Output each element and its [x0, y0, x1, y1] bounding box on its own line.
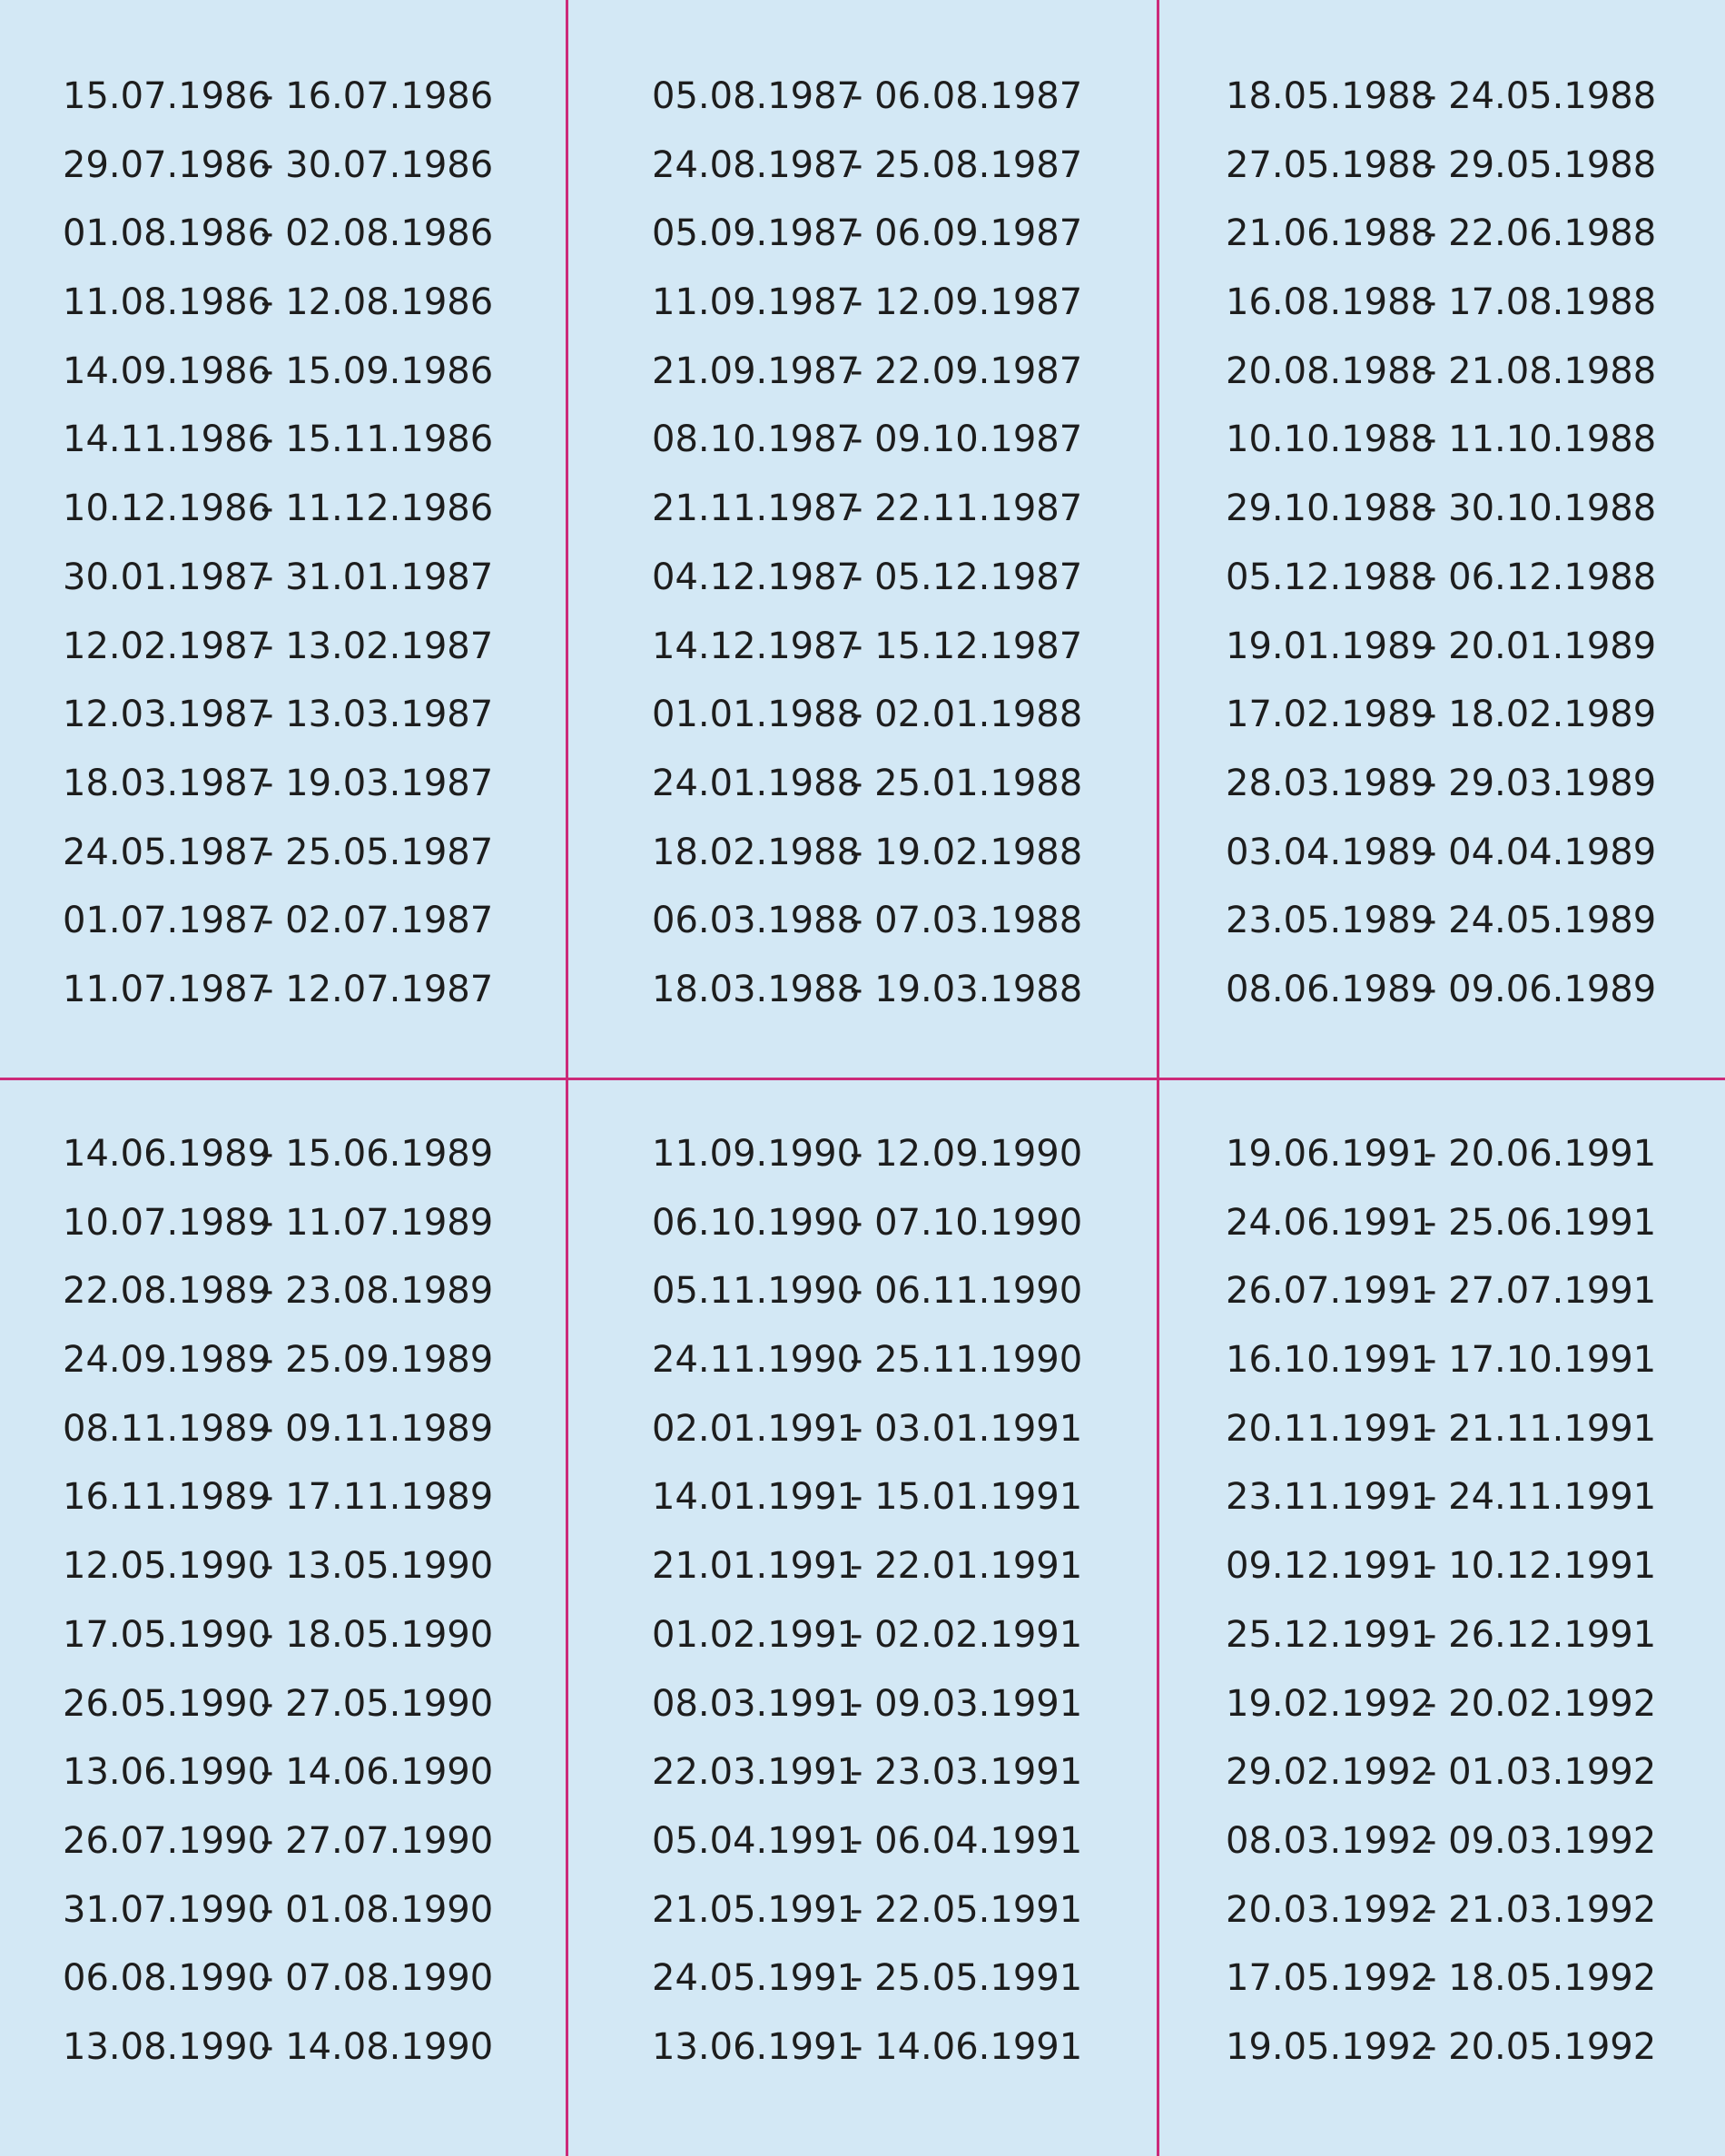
end-date: - 12.07.1987	[261, 968, 494, 1010]
end-date: - 06.04.1991	[850, 1819, 1083, 1862]
end-date: - 07.03.1988	[850, 900, 1083, 942]
start-date: 24.09.1989	[63, 1339, 271, 1382]
start-date: 02.01.1991	[652, 1407, 861, 1450]
end-date: - 01.03.1992	[1424, 1751, 1657, 1794]
start-date: 19.05.1992	[1226, 2025, 1434, 2068]
start-date: 30.01.1987	[63, 556, 271, 598]
start-date: 01.01.1988	[652, 694, 861, 736]
start-date: 24.01.1988	[652, 762, 861, 804]
start-date: 24.05.1987	[63, 831, 271, 873]
end-date: - 23.03.1991	[850, 1751, 1083, 1794]
end-date: - 06.11.1990	[850, 1270, 1083, 1313]
start-date: 05.12.1988	[1226, 556, 1434, 598]
start-date: 11.09.1987	[652, 281, 861, 324]
end-date: - 19.03.1988	[850, 968, 1083, 1010]
end-date: - 20.06.1991	[1424, 1133, 1657, 1175]
start-date: 11.09.1990	[652, 1133, 861, 1175]
end-date: - 15.09.1986	[261, 349, 494, 392]
start-date: 05.08.1987	[652, 75, 861, 117]
end-date: - 09.10.1987	[850, 418, 1083, 461]
end-date: - 22.01.1991	[850, 1545, 1083, 1588]
start-date: 21.06.1988	[1226, 212, 1434, 255]
end-date: - 07.10.1990	[850, 1201, 1083, 1244]
end-date: - 15.01.1991	[850, 1476, 1083, 1519]
start-date: 24.05.1991	[652, 1957, 861, 2000]
start-date: 08.03.1991	[652, 1682, 861, 1725]
start-date: 18.03.1987	[63, 762, 271, 804]
start-date: 19.06.1991	[1226, 1133, 1434, 1175]
end-date: - 24.05.1988	[1424, 75, 1657, 117]
end-date: - 18.02.1989	[1424, 694, 1657, 736]
start-date: 26.07.1991	[1226, 1270, 1434, 1313]
start-date: 13.06.1991	[652, 2025, 861, 2068]
end-date: - 17.10.1991	[1424, 1339, 1657, 1382]
end-date: - 09.03.1991	[850, 1682, 1083, 1725]
start-date: 21.09.1987	[652, 349, 861, 392]
start-date: 24.08.1987	[652, 143, 861, 186]
end-date: - 21.11.1991	[1424, 1407, 1657, 1450]
start-date: 25.12.1991	[1226, 1613, 1434, 1656]
start-date: 06.10.1990	[652, 1201, 861, 1244]
start-date: 05.04.1991	[652, 1819, 861, 1862]
end-date: - 21.03.1992	[1424, 1888, 1657, 1931]
start-date: 14.12.1987	[652, 625, 861, 667]
start-date: 27.05.1988	[1226, 143, 1434, 186]
start-date: 01.07.1987	[63, 900, 271, 942]
end-date: - 09.03.1992	[1424, 1819, 1657, 1862]
start-date: 19.02.1992	[1226, 1682, 1434, 1725]
end-date: - 20.02.1992	[1424, 1682, 1657, 1725]
end-date: - 24.11.1991	[1424, 1476, 1657, 1519]
end-date: - 09.11.1989	[261, 1407, 494, 1450]
end-date: - 11.12.1986	[261, 487, 494, 530]
end-date: - 31.01.1987	[261, 556, 494, 598]
end-date: - 01.08.1990	[261, 1888, 494, 1931]
start-date: 14.11.1986	[63, 418, 271, 461]
end-date: - 27.07.1990	[261, 1819, 494, 1862]
end-date: - 29.05.1988	[1424, 143, 1657, 186]
end-date: - 02.02.1991	[850, 1613, 1083, 1656]
end-date: - 30.07.1986	[261, 143, 494, 186]
start-date: 01.02.1991	[652, 1613, 861, 1656]
start-date: 31.07.1990	[63, 1888, 271, 1931]
end-date: - 05.12.1987	[850, 556, 1083, 598]
end-date: - 22.11.1987	[850, 487, 1083, 530]
end-date: - 02.07.1987	[261, 900, 494, 942]
end-date: - 12.09.1987	[850, 281, 1083, 324]
start-date: 10.07.1989	[63, 1201, 271, 1244]
end-date: - 18.05.1990	[261, 1613, 494, 1656]
end-date: - 29.03.1989	[1424, 762, 1657, 804]
end-date: - 07.08.1990	[261, 1957, 494, 2000]
end-date: - 04.04.1989	[1424, 831, 1657, 873]
start-date: 12.02.1987	[63, 625, 271, 667]
start-date: 23.11.1991	[1226, 1476, 1434, 1519]
start-date: 05.11.1990	[652, 1270, 861, 1313]
start-date: 28.03.1989	[1226, 762, 1434, 804]
start-date: 05.09.1987	[652, 212, 861, 255]
end-date: - 19.02.1988	[850, 831, 1083, 873]
start-date: 20.03.1992	[1226, 1888, 1434, 1931]
start-date: 14.06.1989	[63, 1133, 271, 1175]
end-date: - 06.12.1988	[1424, 556, 1657, 598]
start-date: 22.03.1991	[652, 1751, 861, 1794]
start-date: 29.02.1992	[1226, 1751, 1434, 1794]
end-date: - 21.08.1988	[1424, 349, 1657, 392]
start-date: 26.05.1990	[63, 1682, 271, 1725]
end-date: - 27.05.1990	[261, 1682, 494, 1725]
start-date: 15.07.1986	[63, 75, 271, 117]
end-date: - 13.03.1987	[261, 694, 494, 736]
row-divider	[0, 1078, 1725, 1080]
end-date: - 09.06.1989	[1424, 968, 1657, 1010]
end-date: - 22.06.1988	[1424, 212, 1657, 255]
start-date: 16.10.1991	[1226, 1339, 1434, 1382]
start-date: 11.08.1986	[63, 281, 271, 324]
end-date: - 25.06.1991	[1424, 1201, 1657, 1244]
start-date: 19.01.1989	[1226, 625, 1434, 667]
start-date: 22.08.1989	[63, 1270, 271, 1313]
end-date: - 02.01.1988	[850, 694, 1083, 736]
start-date: 08.03.1992	[1226, 1819, 1434, 1862]
end-date: - 25.09.1989	[261, 1339, 494, 1382]
end-date: - 13.05.1990	[261, 1545, 494, 1588]
start-date: 16.11.1989	[63, 1476, 271, 1519]
start-date: 06.08.1990	[63, 1957, 271, 2000]
start-date: 17.05.1992	[1226, 1957, 1434, 2000]
end-date: - 25.05.1987	[261, 831, 494, 873]
end-date: - 18.05.1992	[1424, 1957, 1657, 2000]
start-date: 21.11.1987	[652, 487, 861, 530]
start-date: 12.03.1987	[63, 694, 271, 736]
end-date: - 20.01.1989	[1424, 625, 1657, 667]
start-date: 21.05.1991	[652, 1888, 861, 1931]
end-date: - 27.07.1991	[1424, 1270, 1657, 1313]
end-date: - 24.05.1989	[1424, 900, 1657, 942]
end-date: - 12.08.1986	[261, 281, 494, 324]
start-date: 20.11.1991	[1226, 1407, 1434, 1450]
end-date: - 17.08.1988	[1424, 281, 1657, 324]
start-date: 23.05.1989	[1226, 900, 1434, 942]
end-date: - 22.09.1987	[850, 349, 1083, 392]
end-date: - 25.01.1988	[850, 762, 1083, 804]
start-date: 09.12.1991	[1226, 1545, 1434, 1588]
end-date: - 15.11.1986	[261, 418, 494, 461]
end-date: - 14.08.1990	[261, 2025, 494, 2068]
start-date: 14.01.1991	[652, 1476, 861, 1519]
start-date: 24.11.1990	[652, 1339, 861, 1382]
start-date: 17.05.1990	[63, 1613, 271, 1656]
start-date: 08.10.1987	[652, 418, 861, 461]
end-date: - 11.07.1989	[261, 1201, 494, 1244]
start-date: 12.05.1990	[63, 1545, 271, 1588]
end-date: - 11.10.1988	[1424, 418, 1657, 461]
end-date: - 25.11.1990	[850, 1339, 1083, 1382]
end-date: - 15.06.1989	[261, 1133, 494, 1175]
start-date: 20.08.1988	[1226, 349, 1434, 392]
end-date: - 20.05.1992	[1424, 2025, 1657, 2068]
start-date: 13.08.1990	[63, 2025, 271, 2068]
start-date: 26.07.1990	[63, 1819, 271, 1862]
end-date: - 06.09.1987	[850, 212, 1083, 255]
end-date: - 02.08.1986	[261, 212, 494, 255]
start-date: 13.06.1990	[63, 1751, 271, 1794]
end-date: - 25.08.1987	[850, 143, 1083, 186]
start-date: 18.02.1988	[652, 831, 861, 873]
start-date: 29.10.1988	[1226, 487, 1434, 530]
start-date: 06.03.1988	[652, 900, 861, 942]
start-date: 03.04.1989	[1226, 831, 1434, 873]
start-date: 04.12.1987	[652, 556, 861, 598]
start-date: 24.06.1991	[1226, 1201, 1434, 1244]
start-date: 01.08.1986	[63, 212, 271, 255]
start-date: 17.02.1989	[1226, 694, 1434, 736]
end-date: - 30.10.1988	[1424, 487, 1657, 530]
start-date: 08.06.1989	[1226, 968, 1434, 1010]
end-date: - 14.06.1990	[261, 1751, 494, 1794]
end-date: - 14.06.1991	[850, 2025, 1083, 2068]
end-date: - 03.01.1991	[850, 1407, 1083, 1450]
end-date: - 25.05.1991	[850, 1957, 1083, 2000]
end-date: - 26.12.1991	[1424, 1613, 1657, 1656]
start-date: 21.01.1991	[652, 1545, 861, 1588]
start-date: 10.10.1988	[1226, 418, 1434, 461]
start-date: 14.09.1986	[63, 349, 271, 392]
end-date: - 17.11.1989	[261, 1476, 494, 1519]
end-date: - 13.02.1987	[261, 625, 494, 667]
end-date: - 15.12.1987	[850, 625, 1083, 667]
start-date: 18.05.1988	[1226, 75, 1434, 117]
start-date: 08.11.1989	[63, 1407, 271, 1450]
end-date: - 19.03.1987	[261, 762, 494, 804]
start-date: 18.03.1988	[652, 968, 861, 1010]
start-date: 16.08.1988	[1226, 281, 1434, 324]
end-date: - 23.08.1989	[261, 1270, 494, 1313]
start-date: 29.07.1986	[63, 143, 271, 186]
start-date: 11.07.1987	[63, 968, 271, 1010]
end-date: - 10.12.1991	[1424, 1545, 1657, 1588]
start-date: 10.12.1986	[63, 487, 271, 530]
end-date: - 06.08.1987	[850, 75, 1083, 117]
end-date: - 12.09.1990	[850, 1133, 1083, 1175]
end-date: - 16.07.1986	[261, 75, 494, 117]
end-date: - 22.05.1991	[850, 1888, 1083, 1931]
